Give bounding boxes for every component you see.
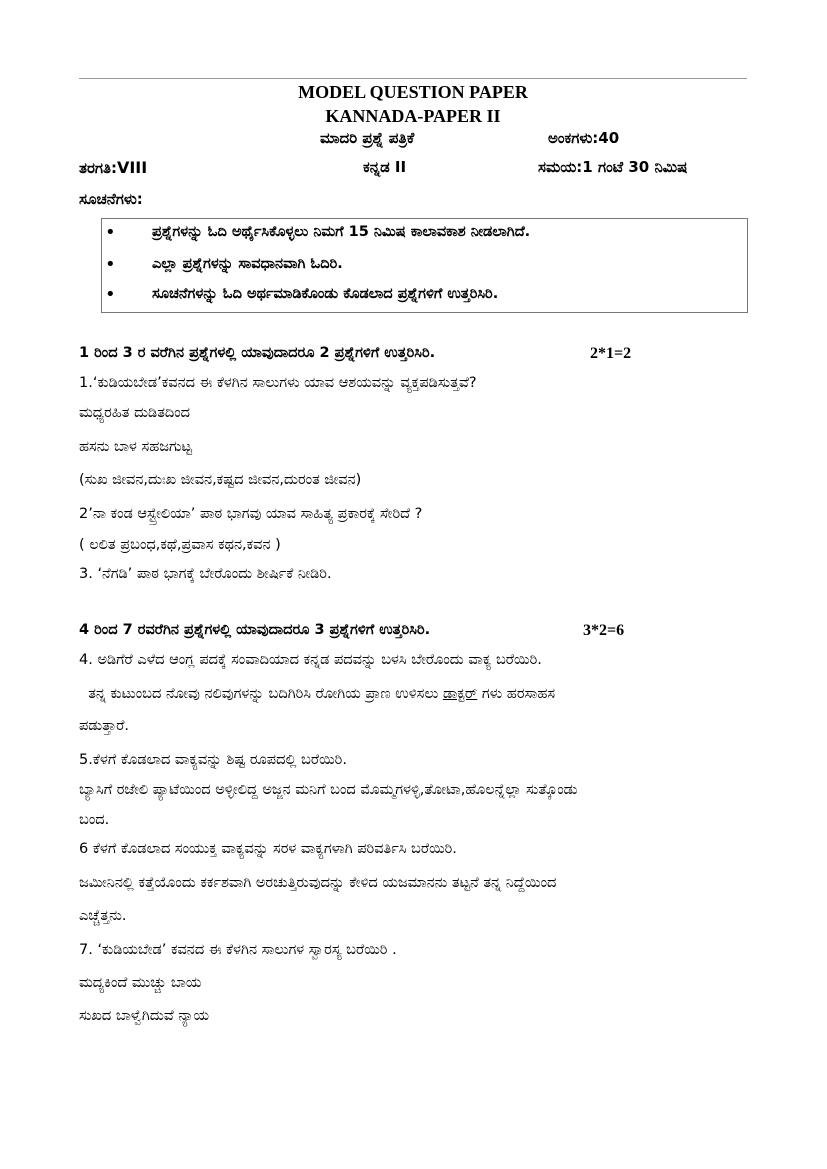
poem-line: ಸುಖದ ಬಾಳ್ವೆಗಿದುವೆ ನ್ಯಾಯ <box>79 1008 210 1024</box>
poem-line: ಹಸನು ಬಾಳ ಸಹಜಗುಟ್ಟ <box>79 439 192 455</box>
underlined-word: ಡಾಕ್ಟರ್ <box>442 686 478 702</box>
section1-marks: 2*1=2 <box>590 345 632 362</box>
instructions-label: ಸೂಚನೆಗಳು: <box>79 190 143 208</box>
section1-heading: 1 ರಿಂದ 3 ರ ವರೆಗಿನ ಪ್ರಶ್ನೆಗಳಲ್ಲಿ ಯಾವುದಾದರೂ 2 ಪ್ರಶ್ನೆಗಳಿಗೆ ಉತ್ತರಿಸಿರಿ. <box>79 345 436 361</box>
question-2: 2’ನಾ ಕಂಡ ಆಸ್ಟ್ರೇಲಿಯಾ’ ಪಾಠ ಭಾಗವು ಯಾವ ಸಾಹಿತ್ಯ ಪ್ರಕಾರಕ್ಕೆ ಸೇರಿದೆ ? <box>79 506 423 522</box>
total-marks: ಅಂಕಗಳು:40 <box>548 129 620 147</box>
poem-line: ಮದ್ಯಕಿಂದೆ ಮುಚ್ಚು ಬಾಯ <box>79 975 202 991</box>
options-line: ( ಲಲಿತ ಪ್ರಬಂಧ,ಕಥೆ,ಪ್ರವಾಸ ಕಥನ,ಕವನ ) <box>79 537 281 553</box>
question-5: 5.ಕೆಳಗೆ ಕೊಡಲಾದ ವಾಕ್ಯವನ್ನು ಶಿಷ್ಟ ರೂಪದಲ್ಲಿ ಬರೆಯಿರಿ. <box>79 752 347 768</box>
question-4-sentence-cont: ಪಡುತ್ತಾರೆ. <box>79 718 130 734</box>
instruction-text: ಎಲ್ಲಾ ಪ್ರಶ್ನೆಗಳನ್ನು ಸಾವಧಾನವಾಗಿ ಓದಿರಿ. <box>152 256 343 272</box>
question-7: 7. ‘ಕುಡಿಯಬೇಡ’ ಕವನದ ಈ ಕೆಳಗಿನ ಸಾಲುಗಳ ಸ್ವಾರಸ್ಯ ಬರೆಯಿರಿ . <box>79 942 397 958</box>
bullet-icon: • <box>105 222 116 243</box>
instructions-box <box>101 218 748 313</box>
question-3: 3. ‘ನೆಗಡಿ’ ಪಾಠ ಭಾಗಕ್ಕೆ ಬೇರೊಂದು ಶೀರ್ಷಿಕೆ ನೀಡಿರಿ. <box>79 566 332 582</box>
sentence-part: ತನ್ನ ಕುಟುಂಬದ ನೋವು ನಲಿವುಗಳನ್ನು ಬದಿಗಿರಿಸಿ ರೋಗಿಯ ಪ್ರಾಣ ಉಳಿಸಲು <box>79 686 443 702</box>
paper-title: MODEL QUESTION PAPER <box>298 82 528 102</box>
paper-subtitle: KANNADA-PAPER II <box>325 106 501 126</box>
duration: ಸಮಯ:1 ಗಂಟೆ 30 ನಿಮಿಷ <box>538 158 688 176</box>
instruction-item <box>102 253 747 279</box>
section2-heading: 4 ರಿಂದ 7 ರವರೆಗಿನ ಪ್ರಶ್ನೆಗಳಲ್ಲಿ ಯಾವುದಾದರೂ 3 ಪ್ರಶ್ನೆಗಳಿಗೆ ಉತ್ತರಿಸಿರಿ. <box>79 622 431 638</box>
subject: ಕನ್ನಡ II <box>363 158 407 176</box>
kannada-title: ಮಾದರಿ ಪ್ರಶ್ನೆ ಪತ್ರಿಕೆ <box>320 129 415 147</box>
instruction-item <box>102 283 747 309</box>
options-line: (ಸುಖ ಜೀವನ,ದುಃಖ ಜೀವನ,ಕಷ್ಟದ ಜೀವನ,ದುರಂತ ಜೀವನ) <box>79 472 362 488</box>
class-value: VIII <box>116 158 148 177</box>
question-4: 4. ಅಡಿಗೆರೆ ಎಳೆದ ಆಂಗ್ಲ ಪದಕ್ಕೆ ಸಂವಾದಿಯಾದ ಕನ್ನಡ ಪದವನ್ನು ಬಳಸಿ ಬೇರೊಂದು ವಾಕ್ಯ ಬರೆಯಿರಿ. <box>79 652 542 668</box>
question-6-sentence-cont: ಎಚ್ಚೆತ್ತನು. <box>79 908 127 924</box>
question-5-sentence-cont: ಬಂದ. <box>79 812 110 828</box>
instruction-item <box>102 221 747 247</box>
question-1: 1.‘ಕುಡಿಯಬೇಡ’ಕವನದ ಈ ಕೆಳಗಿನ ಸಾಲುಗಳು ಯಾವ ಆಶಯವನ್ನು ವ್ಯಕ್ತಪಡಿಸುತ್ತವೆ? <box>79 375 477 391</box>
top-rule <box>79 78 747 79</box>
bullet-icon: • <box>105 254 116 275</box>
class-info <box>79 158 147 177</box>
poem-line: ಮಧ್ಯರಹಿತ ದುಡಿತದಿಂದ <box>79 405 191 421</box>
bullet-icon: • <box>105 284 116 305</box>
instruction-text: ಸೂಚನೆಗಳನ್ನು ಓದಿ ಅರ್ಥಮಾಡಿಕೊಂಡು ಕೊಡಲಾದ ಪ್ರಶ್ನೆಗಳಿಗೆ ಉತ್ತರಿಸಿರಿ. <box>152 286 499 302</box>
instruction-text: ಪ್ರಶ್ನೆಗಳನ್ನು ಓದಿ ಅರ್ಥೈಸಿಕೊಳ್ಳಲು ನಿಮಗೆ 15 ನಿಮಿಷ ಕಾಲಾವಕಾಶ ನೀಡಲಾಗಿದೆ. <box>152 224 531 240</box>
class-label: ತರಗತಿ: <box>79 159 117 177</box>
section2-marks: 3*2=6 <box>583 622 625 639</box>
question-6-sentence: ಜಮೀನಿನಲ್ಲಿ ಕತ್ತೆಯೊಂದು ಕರ್ಕಶವಾಗಿ ಅರಚುತ್ತಿರುವುದನ್ನು ಕೇಳಿದ ಯಜಮಾನನು ತಟ್ಟನೆ ತನ್ನ ನಿದ್ದೆಯಿಂದ <box>79 875 557 891</box>
question-4-sentence <box>79 686 555 702</box>
sentence-part: ಗಳು ಹರಸಾಹಸ <box>477 686 556 702</box>
question-5-sentence: ಬ್ಯಾಸಿಗೆ ರಜೇಲಿ ಪ್ಯಾಟೆಯಿಂದ ಅಳ್ಳೀಲಿದ್ದ ಅಜ್ಜನ ಮನಿಗೆ ಬಂದ ಮೊಮ್ಮಗಳಳ್ಳಿ,ತೋಟಾ,ಹೊಲನ್ನೆಲ್ಲಾ ಸುತ್ಕೊಂಡು <box>79 782 578 798</box>
question-6: 6 ಕೆಳಗೆ ಕೊಡಲಾದ ಸಂಯುಕ್ತ ವಾಕ್ಯವನ್ನು ಸರಳ ವಾಕ್ಯಗಳಾಗಿ ಪರಿವರ್ತಿಸಿ ಬರೆಯಿರಿ. <box>79 841 457 857</box>
